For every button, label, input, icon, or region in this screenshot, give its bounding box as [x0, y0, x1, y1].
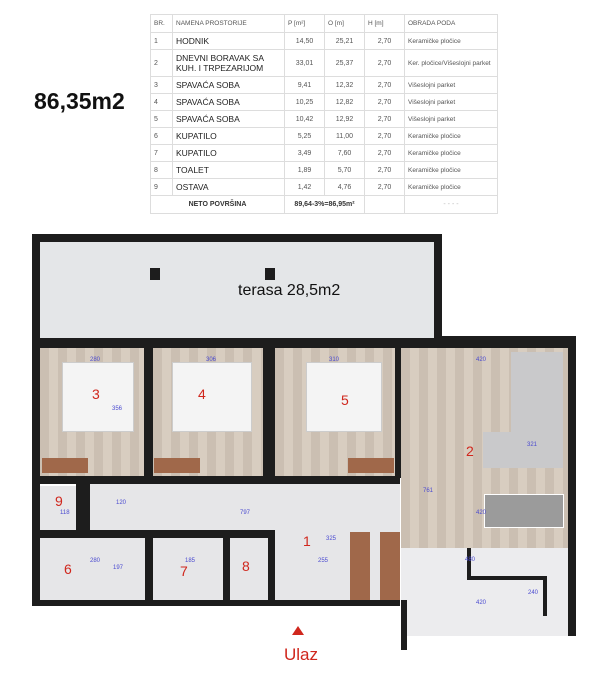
table-row	[151, 179, 498, 196]
entrance-label: Ulaz	[284, 645, 319, 664]
room-area: 9,41	[285, 77, 325, 94]
terrace	[40, 242, 434, 338]
room-6-bathroom	[40, 538, 145, 600]
room-name: KUPATILO	[173, 145, 285, 162]
table-row	[151, 111, 498, 128]
room-number-4: 4	[198, 386, 206, 402]
room-floor-finish: Keramičke pločice	[405, 145, 498, 162]
wall	[76, 484, 90, 534]
room-area: 10,42	[285, 111, 325, 128]
closet	[380, 532, 400, 600]
room-name: HODNIK	[173, 33, 285, 50]
room-number: 8	[151, 162, 173, 179]
room-perimeter: 12,82	[325, 94, 365, 111]
wall	[145, 530, 153, 602]
terrace-wall	[32, 338, 576, 348]
wardrobe	[154, 458, 200, 473]
room-number-7: 7	[180, 563, 188, 579]
room-number: 9	[151, 179, 173, 196]
room-name: TOALET	[173, 162, 285, 179]
wall	[223, 530, 230, 602]
room-number-8: 8	[242, 558, 250, 574]
table-row	[151, 128, 498, 145]
dimension-label: 761	[423, 488, 434, 494]
kitchen-counter	[543, 576, 547, 616]
net-area-label: NETO POVRŠINA	[151, 196, 285, 214]
kitchen-counter	[467, 576, 547, 580]
room-number: 6	[151, 128, 173, 145]
room-number: 2	[151, 50, 173, 77]
kitchen-counter	[467, 548, 471, 578]
dimension-label: 420	[476, 600, 487, 606]
room-area: 14,50	[285, 33, 325, 50]
table-footer-row	[151, 196, 498, 214]
net-area-value: 89,64-3%=86,95m²	[285, 196, 365, 214]
room-height: 2,70	[365, 33, 405, 50]
col-floor: OBRADA PODA	[405, 15, 498, 33]
room-floor-finish: Keramičke pločice	[405, 179, 498, 196]
table-row	[151, 145, 498, 162]
dimension-label: 185	[185, 558, 196, 564]
wall	[263, 348, 275, 478]
room-number-5: 5	[341, 392, 349, 408]
dimension-label: 797	[240, 510, 251, 516]
col-height: H [m]	[365, 15, 405, 33]
terrace-label: terasa 28,5m2	[238, 282, 341, 299]
wall	[434, 234, 442, 344]
room-name: KUPATILO	[173, 128, 285, 145]
room-height: 2,70	[365, 111, 405, 128]
wall	[32, 234, 40, 604]
wall	[568, 336, 576, 636]
room-7-bathroom	[153, 538, 223, 600]
wall	[32, 234, 442, 242]
wall	[268, 530, 275, 602]
wall	[32, 600, 40, 606]
table-row	[151, 33, 498, 50]
room-height: 2,70	[365, 94, 405, 111]
room-perimeter: 5,70	[325, 162, 365, 179]
room-perimeter: 12,32	[325, 77, 365, 94]
dimension-label: 255	[318, 558, 329, 564]
room-height: 2,70	[365, 128, 405, 145]
room-floor-finish: Keramičke pločice	[405, 33, 498, 50]
room-number-1: 1	[303, 533, 311, 549]
dimension-label: 310	[329, 357, 340, 363]
room-floor-finish: Višeslojni parket	[405, 77, 498, 94]
dimension-label: 280	[90, 357, 101, 363]
room-height: 2,70	[365, 50, 405, 77]
wall	[40, 476, 400, 484]
room-area: 1,89	[285, 162, 325, 179]
dimension-label: 321	[527, 442, 538, 448]
dining-table	[484, 494, 564, 528]
room-height: 2,70	[365, 179, 405, 196]
room-name: SPAVAĆA SOBA	[173, 111, 285, 128]
dimension-label: 197	[113, 565, 124, 571]
room-name: SPAVAĆA SOBA	[173, 77, 285, 94]
column	[265, 268, 275, 280]
table-row	[151, 77, 498, 94]
room-floor-finish: Keramičke pločice	[405, 128, 498, 145]
room-area: 10,25	[285, 94, 325, 111]
hallway	[90, 484, 400, 530]
room-number: 3	[151, 77, 173, 94]
net-area-extra: - - - -	[405, 196, 498, 214]
room-number-9: 9	[55, 493, 63, 509]
room-name: DNEVNI BORAVAK SA KUH. I TRPEZARIJOM	[173, 50, 285, 77]
room-area: 1,42	[285, 179, 325, 196]
table-row	[151, 162, 498, 179]
room-area: 5,25	[285, 128, 325, 145]
dimension-label: 240	[528, 590, 539, 596]
room-area: 33,01	[285, 50, 325, 77]
wall	[40, 530, 275, 538]
room-perimeter: 25,37	[325, 50, 365, 77]
room-floor-finish: Višeslojni parket	[405, 111, 498, 128]
room-number-6: 6	[64, 561, 72, 577]
room-name: SPAVAĆA SOBA	[173, 94, 285, 111]
dimension-label: 420	[476, 357, 487, 363]
dimension-label: 280	[90, 558, 101, 564]
room-height: 2,70	[365, 162, 405, 179]
room-number: 5	[151, 111, 173, 128]
table-row	[151, 50, 498, 77]
room-schedule-table	[150, 14, 498, 214]
room-perimeter: 11,00	[325, 128, 365, 145]
wardrobe	[348, 458, 394, 473]
col-perimeter: O [m]	[325, 15, 365, 33]
room-area: 3,49	[285, 145, 325, 162]
col-name: NAMENA PROSTORIJE	[173, 15, 285, 33]
wall	[144, 348, 153, 478]
wardrobe	[42, 458, 88, 473]
closet	[350, 532, 370, 600]
col-area: P [m²]	[285, 15, 325, 33]
room-floor-finish: Višeslojni parket	[405, 94, 498, 111]
entrance-arrow-icon	[292, 626, 304, 635]
room-perimeter: 25,21	[325, 33, 365, 50]
room-perimeter: 7,60	[325, 145, 365, 162]
room-height: 2,70	[365, 145, 405, 162]
room-number: 7	[151, 145, 173, 162]
room-perimeter: 12,92	[325, 111, 365, 128]
dimension-label: 480	[465, 557, 476, 563]
room-number-3: 3	[92, 386, 100, 402]
table-row	[151, 94, 498, 111]
wall	[40, 600, 400, 606]
bed-4	[172, 362, 252, 432]
col-br: BR.	[151, 15, 173, 33]
dimension-label: 118	[60, 510, 70, 516]
sofa	[483, 432, 523, 468]
room-number-2: 2	[466, 443, 474, 459]
room-number: 4	[151, 94, 173, 111]
dimension-label: 120	[116, 500, 127, 506]
room-number: 1	[151, 33, 173, 50]
dimension-label: 325	[326, 536, 337, 542]
wall	[401, 600, 407, 650]
room-height: 2,70	[365, 77, 405, 94]
column	[150, 268, 160, 280]
dimension-label: 306	[206, 357, 217, 363]
room-floor-finish: Keramičke pločice	[405, 162, 498, 179]
table-header-row	[151, 15, 498, 33]
apartment-area-title: 86,35m2	[34, 88, 125, 114]
room-floor-finish: Ker. pločice/Višeslojni parket	[405, 50, 498, 77]
room-name: OSTAVA	[173, 179, 285, 196]
room-perimeter: 4,76	[325, 179, 365, 196]
dimension-label: 420	[476, 510, 487, 516]
dimension-label: 356	[112, 406, 123, 412]
